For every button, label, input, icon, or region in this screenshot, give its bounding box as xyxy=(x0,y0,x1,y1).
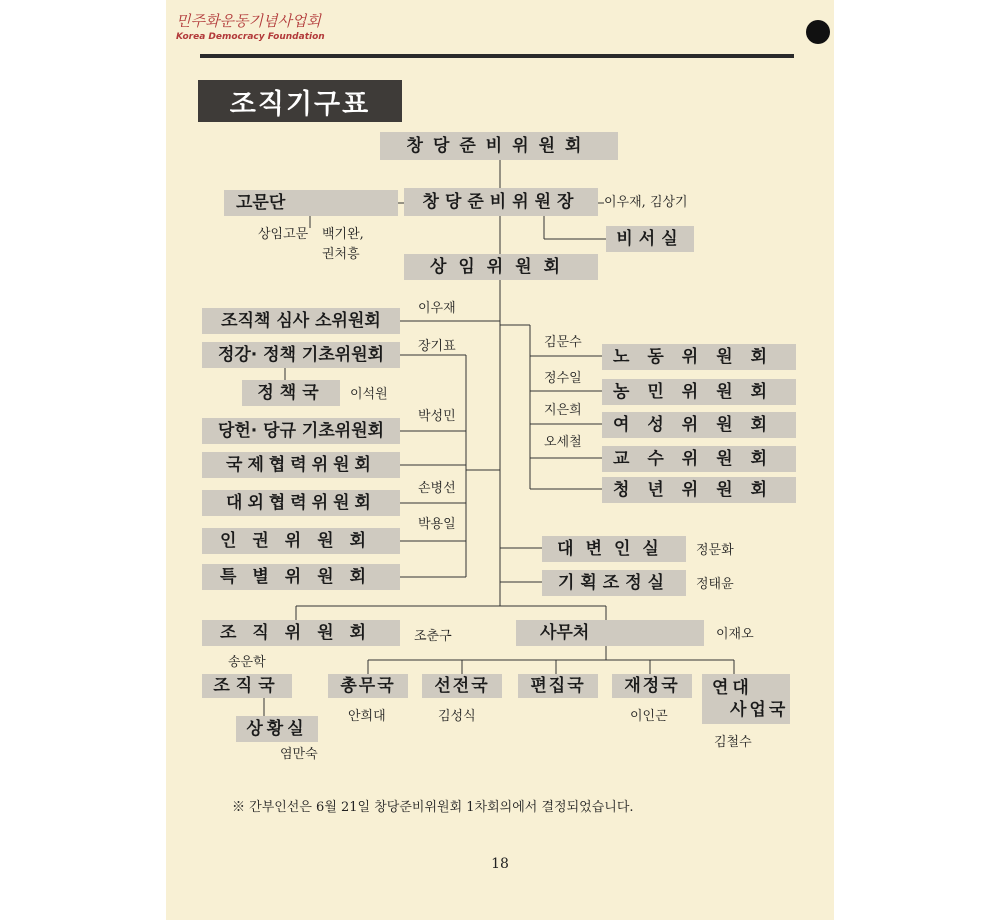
box-spokesperson-office: 대변인실 xyxy=(542,536,686,562)
org-logo-english: Korea Democracy Foundation xyxy=(176,32,325,42)
box-left-committee-4: 당헌· 당규 기초위원회 xyxy=(202,418,400,444)
organization-below: 송운학 xyxy=(228,655,266,670)
organization-head: 조춘구 xyxy=(414,629,452,644)
page-number: 18 xyxy=(491,856,509,872)
box-left-committee-1: 조직책 심사 소위원회 xyxy=(202,308,400,334)
advisory-role: 상임고문 xyxy=(258,227,309,242)
box-office-bureau-4: 재정국 xyxy=(612,674,692,698)
box-office-bureau-3: 편집국 xyxy=(518,674,598,698)
box-left-committee-8: 특별위원회 xyxy=(202,564,400,590)
right-committee-4-head: 오세철 xyxy=(544,435,582,450)
box-organization-bureau: 조직국 xyxy=(202,674,292,698)
left-committee-1-head: 이우재 xyxy=(418,301,456,316)
box-office-bureau-2: 선전국 xyxy=(422,674,502,698)
left-committee-2-head: 장기표 xyxy=(418,339,456,354)
office-bureau-5-head: 김철수 xyxy=(714,735,752,750)
planning-head: 정태윤 xyxy=(696,577,734,592)
box-right-committee-1: 노동위원회 xyxy=(602,344,796,370)
right-committee-1-head: 김문수 xyxy=(544,335,582,350)
box-planning-office: 기획조정실 xyxy=(542,570,686,596)
box-situation-room: 상황실 xyxy=(236,716,318,742)
box-advisory-group: 고문단 xyxy=(224,190,398,216)
org-logo-korean: 민주화운동기념사업회 xyxy=(176,12,321,30)
box-right-committee-5: 청년위원회 xyxy=(602,477,796,503)
page-title: 조직기구표 xyxy=(198,80,402,122)
box-preparatory-committee: 창당준비위원회 xyxy=(380,132,618,160)
box-organization-committee: 조직위원회 xyxy=(202,620,400,646)
box-left-committee-7: 인권위원회 xyxy=(202,528,400,554)
office-bureau-5-label-line1: 연대 xyxy=(712,677,753,698)
right-committee-2-head: 정수일 xyxy=(544,371,582,386)
left-committee-6-head: 손병선 xyxy=(418,481,456,496)
policy-bureau-head: 이석원 xyxy=(350,387,388,402)
chair-names: 이우재, 김상기 xyxy=(604,195,688,210)
office-bureau-4-head: 이인곤 xyxy=(630,709,668,724)
left-committee-7-head: 박용일 xyxy=(418,517,456,532)
box-office: 사무처 xyxy=(516,620,704,646)
box-office-bureau-1: 총무국 xyxy=(328,674,408,698)
box-right-committee-4: 교수위원회 xyxy=(602,446,796,472)
office-bureau-5-label-line2: 사업국 xyxy=(730,699,789,720)
office-bureau-1-head: 안희대 xyxy=(348,709,386,724)
box-secretariat: 비서실 xyxy=(606,226,694,252)
document-page xyxy=(166,0,834,920)
box-left-committee-6: 대외협력위원회 xyxy=(202,490,400,516)
left-committee-4-head: 박성민 xyxy=(418,409,456,424)
box-right-committee-2: 농민위원회 xyxy=(602,379,796,405)
advisory-names-2: 권처흥 xyxy=(322,247,360,262)
situation-room-head: 염만숙 xyxy=(280,747,318,762)
spokesperson-head: 정문화 xyxy=(696,543,734,558)
office-bureau-2-head: 김성식 xyxy=(438,709,476,724)
footnote: ※ 간부인선은 6월 21일 창당준비위원회 1차회의에서 결정되었습니다. xyxy=(232,800,634,815)
box-office-bureau-5 xyxy=(702,674,790,724)
box-left-committee-5: 국제협력위원회 xyxy=(202,452,400,478)
box-committee-chair: 창당준비위원장 xyxy=(404,188,598,216)
box-left-committee-2: 정강· 정책 기초위원회 xyxy=(202,342,400,368)
box-policy-bureau: 정책국 xyxy=(242,380,340,406)
right-committee-3-head: 지은희 xyxy=(544,403,582,418)
advisory-names-1: 백기완, xyxy=(322,227,364,242)
box-right-committee-3: 여성위원회 xyxy=(602,412,796,438)
office-head: 이재오 xyxy=(716,627,754,642)
box-standing-committee: 상임위원회 xyxy=(404,254,598,280)
punch-hole-dot xyxy=(806,20,830,44)
